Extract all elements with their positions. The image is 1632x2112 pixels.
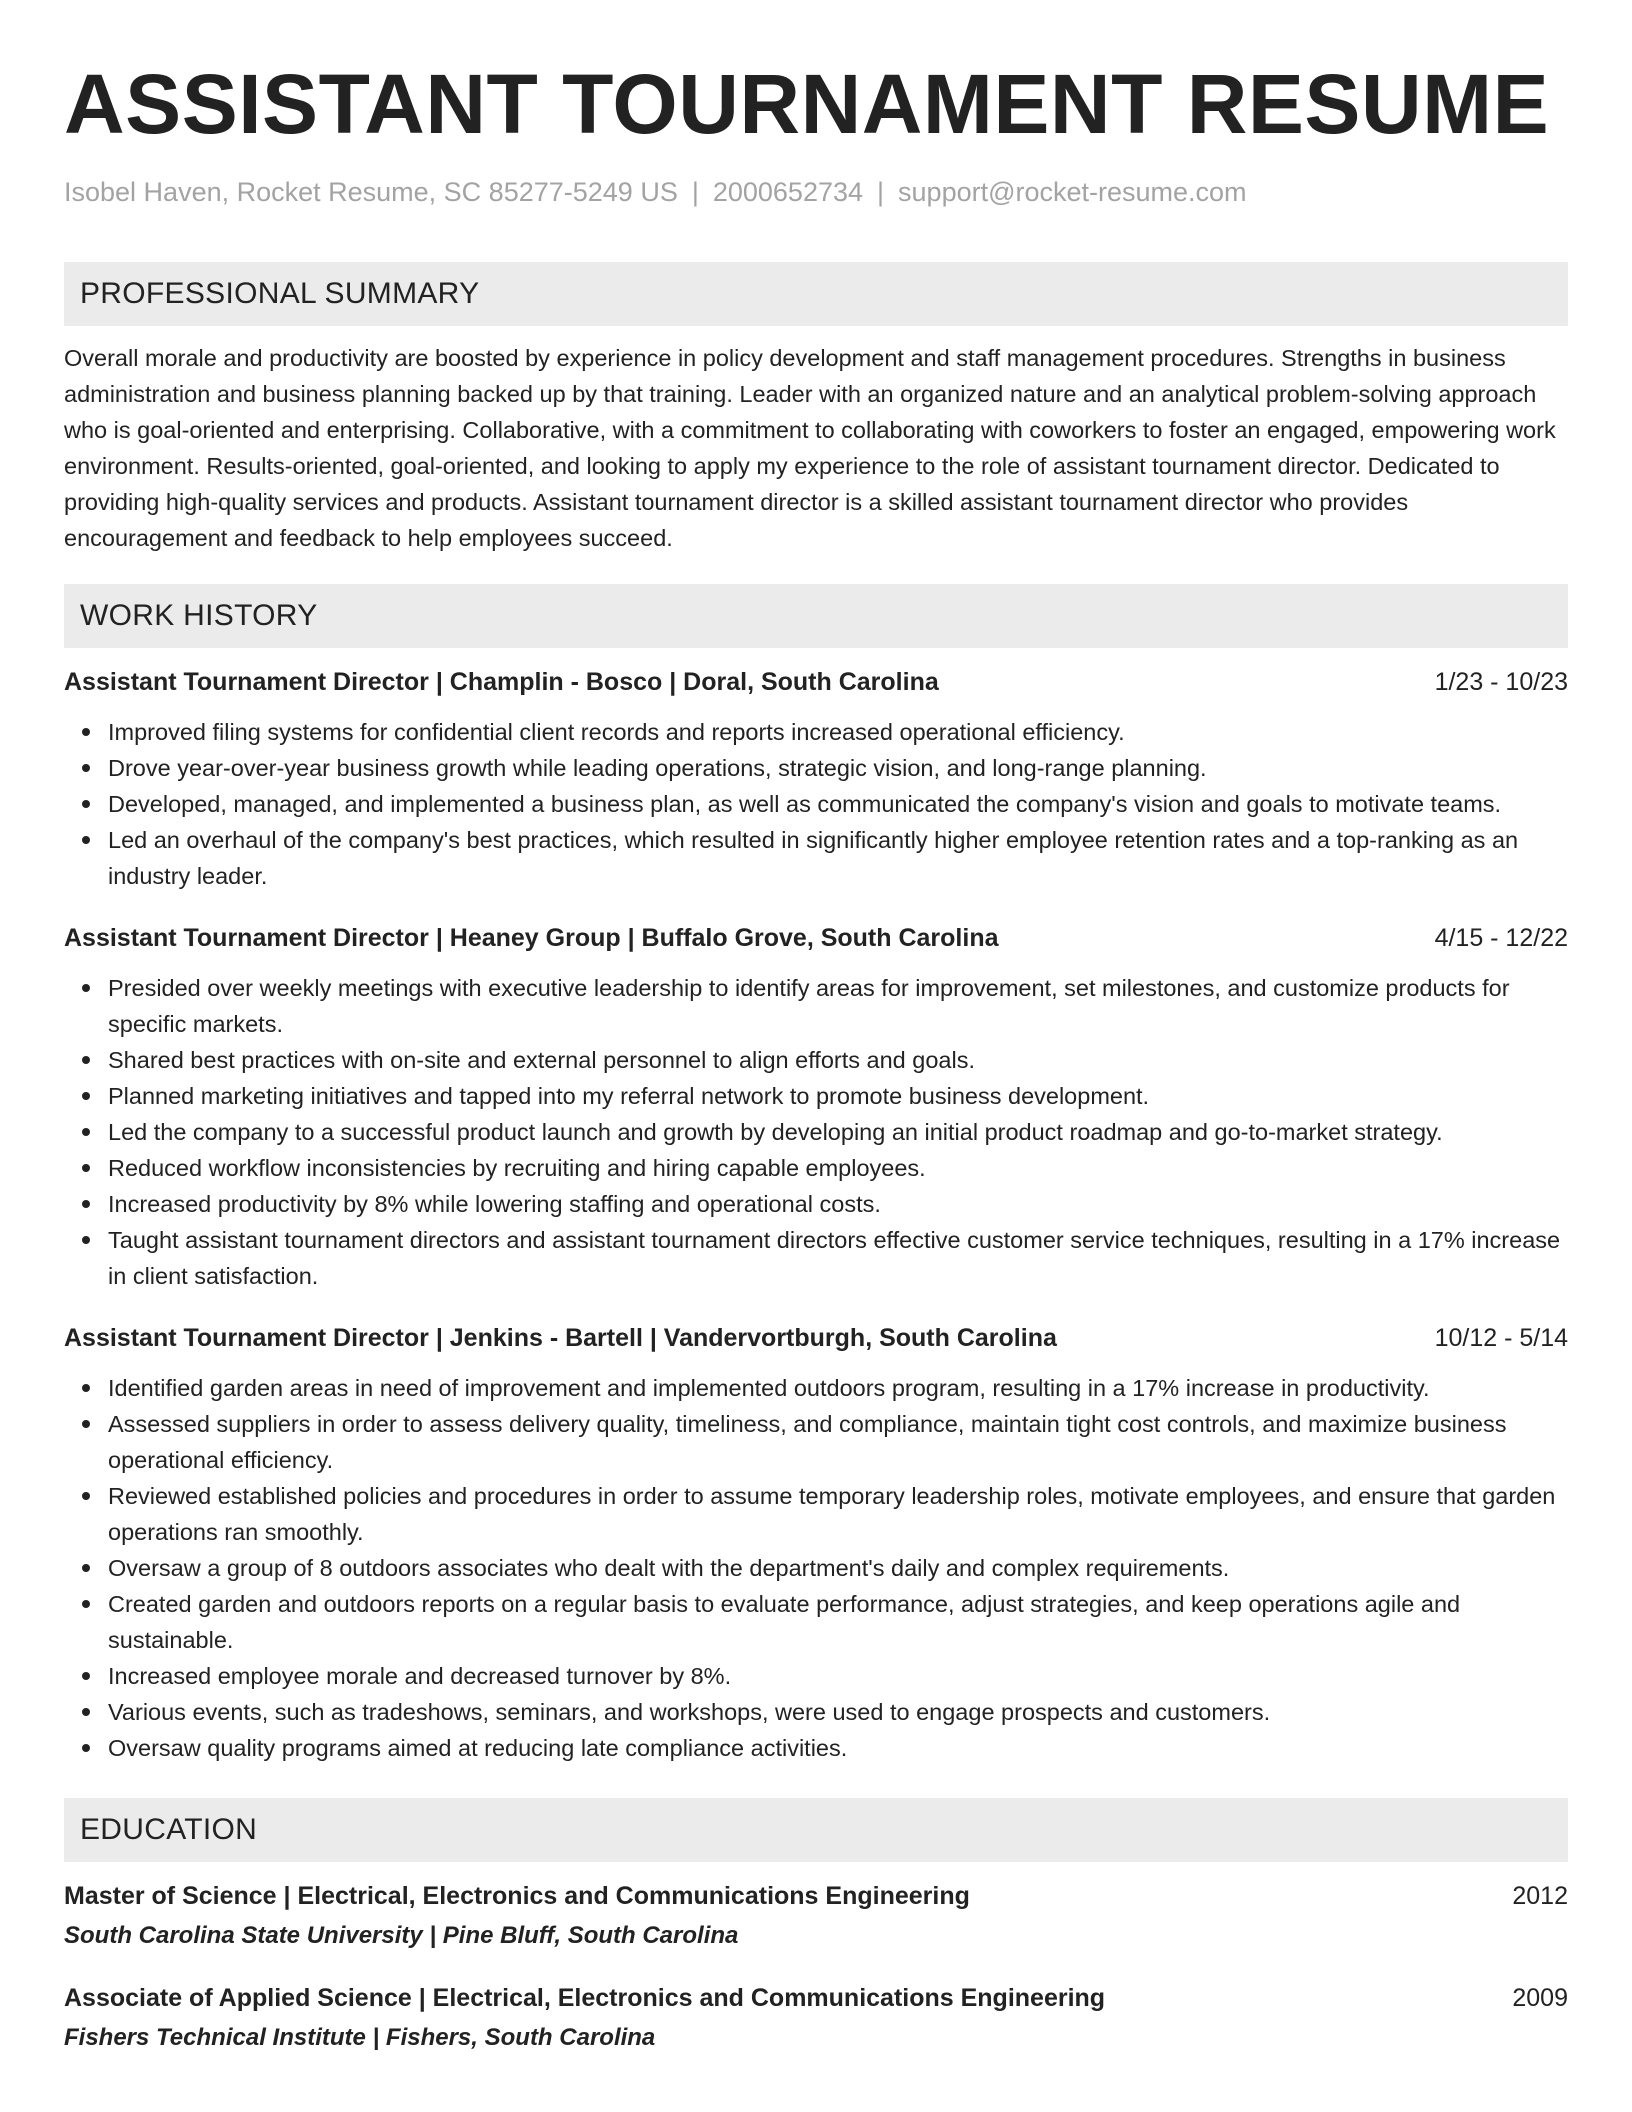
job-dates: 1/23 - 10/23 <box>1434 668 1568 696</box>
job-bullet: Led an overhaul of the company's best practices, which resulted in significantly higher employee retention rates and a top-ranking as an industry leader. <box>108 822 1568 894</box>
summary-text: Overall morale and productivity are boosted by experience in policy development and staff management procedures. Strengths in business administration and business planning backed up by that training. Leader with an organized nature and an analytical problem-solving approach who is goal-oriented and enterprising. Collaborative, with a commitment to collaborating with coworkers to foster an engaged, empowering work environment. Results-oriented, goal-oriented, and looking to apply my experience to the role of assistant tournament director. Dedicated to providing high-quality services and products. Assistant tournament director is a skilled assistant tournament director who provides encouragement and feedback to help employees succeed. <box>64 345 1556 551</box>
job-bullet: Improved filing systems for confidential client records and reports increased operational efficiency. <box>108 714 1568 750</box>
job-bullets <box>64 714 1568 894</box>
education-degree: Associate of Applied Science | Electrical, Electronics and Communications Engineering <box>64 1984 1106 2012</box>
education-entry <box>64 1980 1568 2056</box>
job-bullet: Reviewed established policies and procedures in order to assume temporary leadership roles, motivate employees, and ensure that garden operations ran smoothly. <box>108 1478 1568 1550</box>
education-school: Fishers Technical Institute | Fishers, South Carolina <box>64 2024 656 2051</box>
job-bullet: Increased productivity by 8% while lowering staffing and operational costs. <box>108 1186 1568 1222</box>
summary-section-header: PROFESSIONAL SUMMARY <box>64 262 1568 326</box>
education-year: 2012 <box>1512 1882 1568 1910</box>
job-bullet: Planned marketing initiatives and tapped into my referral network to promote business development. <box>108 1078 1568 1114</box>
job-bullet: Drove year-over-year business growth while leading operations, strategic vision, and long-range planning. <box>108 750 1568 786</box>
job-bullet: Identified garden areas in need of improvement and implemented outdoors program, resulting in a 17% increase in productivity. <box>108 1370 1568 1406</box>
education-year: 2009 <box>1512 1984 1568 2012</box>
job-bullet: Created garden and outdoors reports on a regular basis to evaluate performance, adjust strategies, and keep operations agile and sustainable. <box>108 1586 1568 1658</box>
job-bullets <box>64 970 1568 1294</box>
job-dates: 4/15 - 12/22 <box>1434 924 1568 952</box>
education-degree: Master of Science | Electrical, Electronics and Communications Engineering <box>64 1882 970 1910</box>
education-school: South Carolina State University | Pine Bluff, South Carolina <box>64 1922 739 1949</box>
education-section-header: EDUCATION <box>64 1798 1568 1862</box>
work-history-section-header: WORK HISTORY <box>64 584 1568 648</box>
job-dates: 10/12 - 5/14 <box>1434 1324 1568 1352</box>
job-bullets <box>64 1370 1568 1766</box>
resume-title: ASSISTANT TOURNAMENT RESUME <box>64 57 1550 151</box>
job-bullet: Various events, such as tradeshows, seminars, and workshops, were used to engage prospects and customers. <box>108 1694 1568 1730</box>
job-entry <box>64 1320 1568 1766</box>
contact-separator: | <box>877 177 885 207</box>
job-title: Assistant Tournament Director | Jenkins - Bartell | Vandervortburgh, South Carolina <box>64 1324 1057 1352</box>
job-entry <box>64 664 1568 894</box>
job-entry <box>64 920 1568 1294</box>
job-bullet: Assessed suppliers in order to assess delivery quality, timeliness, and compliance, maintain tight cost controls, and maximize business operational efficiency. <box>108 1406 1568 1478</box>
job-bullet: Taught assistant tournament directors and assistant tournament directors effective customer service techniques, resulting in a 17% increase in client satisfaction. <box>108 1222 1568 1294</box>
job-title: Assistant Tournament Director | Champlin - Bosco | Doral, South Carolina <box>64 668 939 696</box>
job-bullet: Oversaw quality programs aimed at reducing late compliance activities. <box>108 1730 1568 1766</box>
contact-line <box>64 174 1568 210</box>
contact-separator: | <box>691 177 699 207</box>
contact-email: support@rocket-resume.com <box>898 177 1247 207</box>
contact-phone: 2000652734 <box>712 177 864 207</box>
job-bullet: Developed, managed, and implemented a business plan, as well as communicated the company's vision and goals to motivate teams. <box>108 786 1568 822</box>
job-bullet: Increased employee morale and decreased turnover by 8%. <box>108 1658 1568 1694</box>
job-bullet: Led the company to a successful product launch and growth by developing an initial product roadmap and go-to-market strategy. <box>108 1114 1568 1150</box>
contact-address: Isobel Haven, Rocket Resume, SC 85277-5249 US <box>64 177 678 207</box>
job-bullet: Reduced workflow inconsistencies by recruiting and hiring capable employees. <box>108 1150 1568 1186</box>
job-bullet: Shared best practices with on-site and external personnel to align efforts and goals. <box>108 1042 1568 1078</box>
resume-page <box>64 0 1568 2056</box>
job-title: Assistant Tournament Director | Heaney Group | Buffalo Grove, South Carolina <box>64 924 999 952</box>
education-entry <box>64 1878 1568 1954</box>
job-bullet: Presided over weekly meetings with executive leadership to identify areas for improvement, set milestones, and customize products for specific markets. <box>108 970 1568 1042</box>
job-bullet: Oversaw a group of 8 outdoors associates who dealt with the department's daily and complex requirements. <box>108 1550 1568 1586</box>
